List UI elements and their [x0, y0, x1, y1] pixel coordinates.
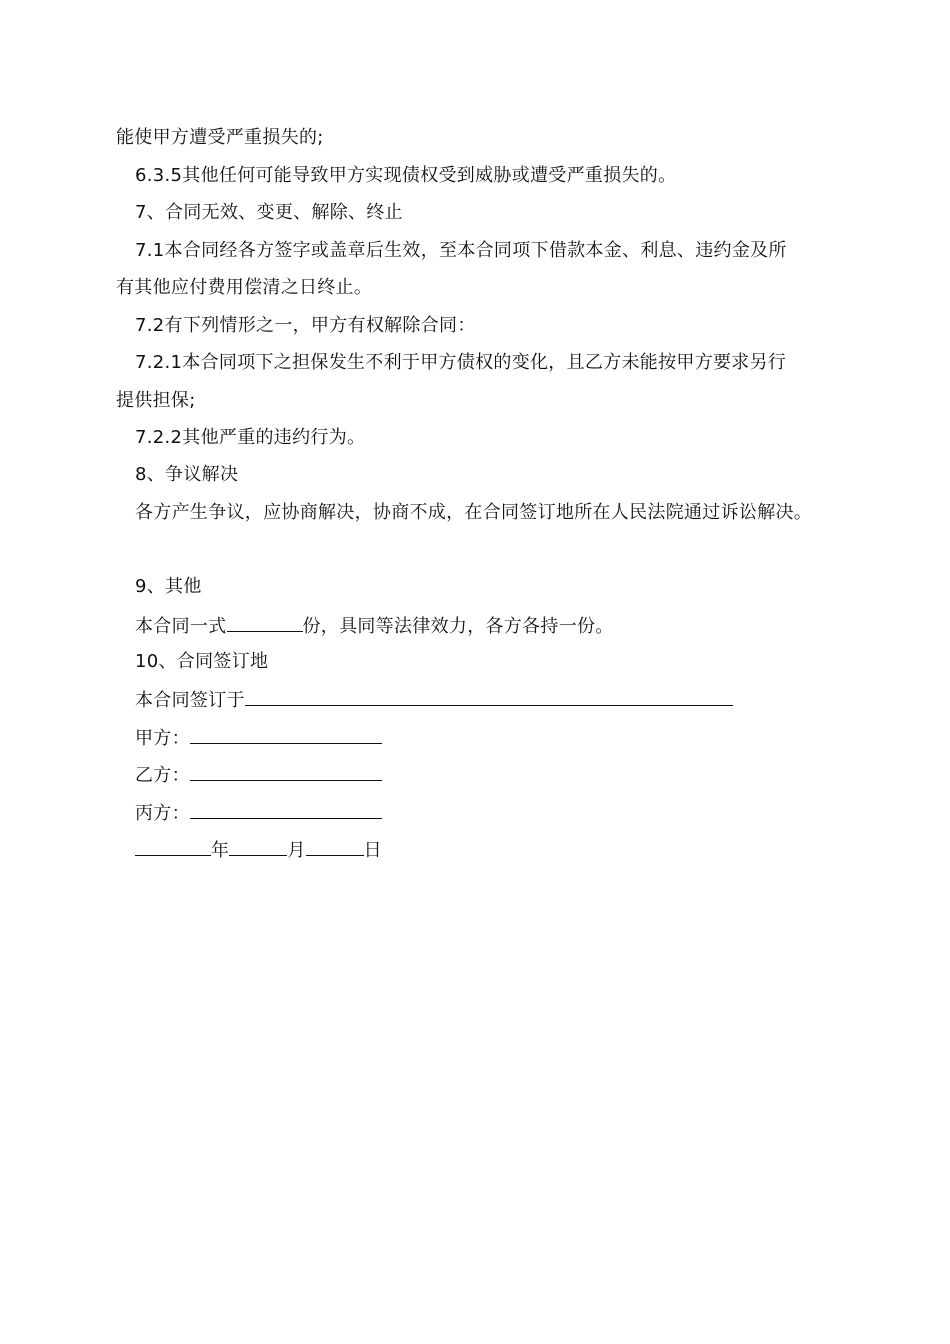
- day-label: 日: [363, 840, 382, 861]
- signing-place-blank[interactable]: [245, 687, 733, 706]
- party-a-label: 甲方：: [135, 728, 190, 749]
- copies-suffix: 份，具同等法律效力，各方各持一份。: [302, 616, 614, 637]
- section-heading-8: 8、争议解决: [135, 464, 239, 485]
- section-heading-9: 9、其他: [135, 576, 202, 597]
- copies-blank[interactable]: [227, 613, 303, 632]
- copies-line: [135, 613, 614, 639]
- section-heading-7: 7、合同无效、变更、解除、终止: [135, 202, 403, 223]
- clause-6-3-5: 6.3.5其他任何可能导致甲方实现债权受到威胁或遭受严重损失的。: [135, 165, 677, 186]
- paragraph: 能使甲方遭受严重损失的;: [116, 127, 324, 148]
- section-heading-10: 10、合同签订地: [135, 651, 269, 672]
- month-label: 月: [287, 840, 306, 861]
- party-a-blank[interactable]: [190, 725, 382, 744]
- clause-7-2-2: 7.2.2其他严重的违约行为。: [135, 427, 366, 448]
- party-c-blank[interactable]: [190, 800, 382, 819]
- clause-7-1: 7.1本合同经各方签字或盖章后生效，至本合同项下借款本金、利息、违约金及所: [135, 240, 787, 261]
- copies-label: 本合同一式: [135, 616, 227, 637]
- party-c-label: 丙方：: [135, 803, 190, 824]
- clause-7-2: 7.2有下列情形之一，甲方有权解除合同：: [135, 315, 476, 336]
- date-line: [135, 837, 382, 863]
- signing-place-label: 本合同签订于: [135, 690, 245, 711]
- party-a-line: [135, 725, 382, 751]
- party-b-line: [135, 762, 382, 788]
- day-blank[interactable]: [306, 837, 364, 856]
- party-c-line: [135, 800, 382, 826]
- clause-7-1-continued: 有其他应付费用偿清之日终止。: [116, 277, 373, 298]
- clause-7-2-1: 7.2.1本合同项下之担保发生不利于甲方债权的变化，且乙方未能按甲方要求另行: [135, 352, 787, 373]
- clause-7-2-1-continued: 提供担保;: [116, 390, 196, 411]
- dispute-resolution-text: 各方产生争议，应协商解决，协商不成，在合同签订地所在人民法院通过诉讼解决。: [135, 502, 813, 523]
- month-blank[interactable]: [229, 837, 287, 856]
- year-label: 年: [211, 840, 230, 861]
- year-blank[interactable]: [135, 837, 211, 856]
- signing-place-line: [135, 687, 733, 713]
- party-b-blank[interactable]: [190, 762, 382, 781]
- party-b-label: 乙方：: [135, 765, 190, 786]
